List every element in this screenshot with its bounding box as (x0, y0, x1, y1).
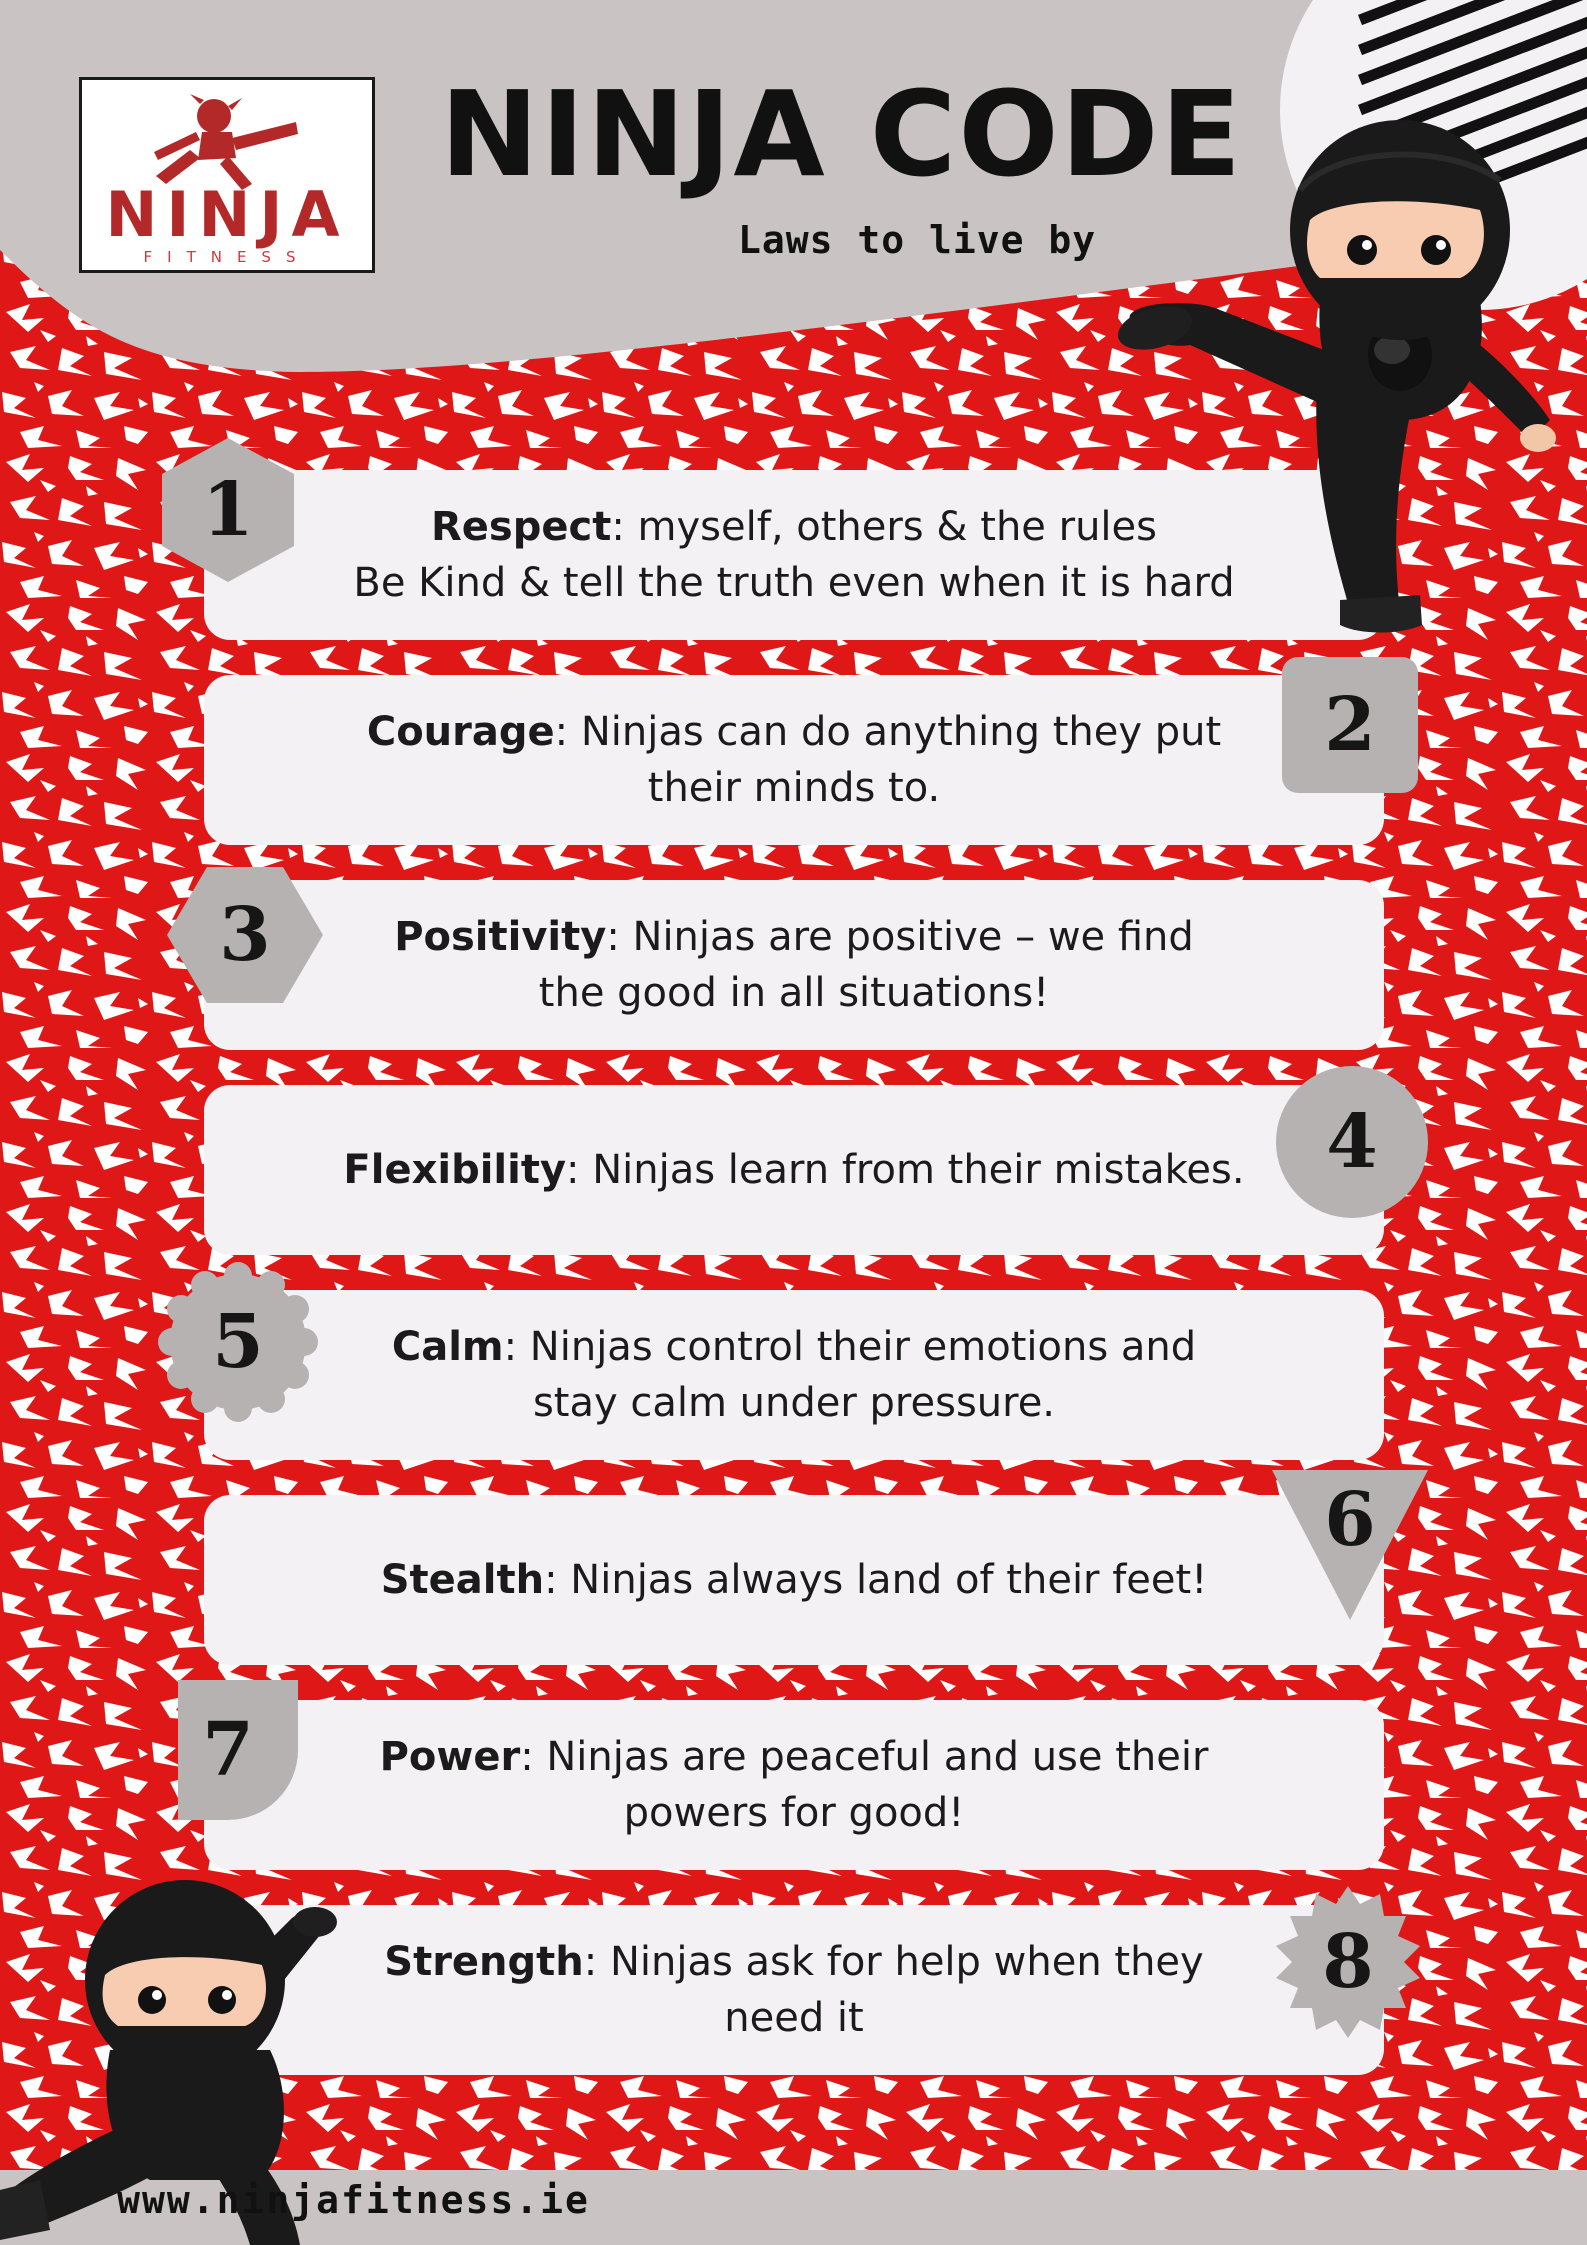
rule-number: 2 (1324, 682, 1376, 768)
rule-text (324, 1552, 1264, 1608)
rule-term: Power (379, 1734, 521, 1780)
rule-term: Courage (366, 709, 555, 755)
rule-text (364, 704, 1224, 816)
rule-description: : Ninjas are peaceful and use their powers for good! (520, 1734, 1209, 1836)
rule-badge-1 (148, 430, 308, 590)
rule-number: 6 (1324, 1477, 1376, 1563)
rule-badge-3 (165, 855, 325, 1015)
ninja-fitness-logo (79, 77, 375, 273)
page-subtitle: Laws to live by (738, 218, 1097, 262)
rule-badge-4 (1272, 1062, 1432, 1222)
rule-description: : Ninjas control their emotions and stay calm under pressure. (503, 1324, 1197, 1426)
rule-card-7 (204, 1700, 1384, 1870)
rule-card-3 (204, 880, 1384, 1050)
rule-number: 1 (202, 467, 254, 553)
rule-number: 4 (1326, 1099, 1378, 1185)
rule-description: : Ninjas always land of their feet! (544, 1557, 1208, 1603)
rule-text (324, 1142, 1264, 1198)
rule-card-4 (204, 1085, 1384, 1255)
rule-card-5 (204, 1290, 1384, 1460)
rule-description: : Ninjas can do anything they put their minds to. (554, 709, 1222, 811)
rule-badge-5 (158, 1262, 318, 1422)
rule-badge-8 (1268, 1882, 1428, 2042)
rule-card-6 (204, 1495, 1384, 1665)
rule-badge-2 (1270, 645, 1430, 805)
rule-term: Respect (431, 504, 612, 550)
rule-number: 7 (202, 1707, 254, 1793)
rule-description-line2: Be Kind & tell the truth even when it is hard (353, 560, 1235, 606)
rule-description: : myself, others & the rules (611, 504, 1157, 550)
rule-term: Calm (391, 1324, 504, 1370)
rule-number: 3 (219, 892, 271, 978)
page-title: NINJA CODE (440, 65, 1244, 203)
rule-description: : Ninjas ask for help when they need it (583, 1939, 1204, 2041)
rule-term: Positivity (394, 914, 607, 960)
rule-text (364, 909, 1224, 1021)
logo-wordmark: NINJA (105, 178, 349, 251)
rule-term: Flexibility (343, 1147, 567, 1193)
kicking-ninja-illustration (1100, 110, 1580, 650)
rule-card-2 (204, 675, 1384, 845)
rule-text (354, 1319, 1234, 1431)
rule-text (354, 1934, 1234, 2046)
rule-number: 5 (212, 1299, 264, 1385)
rule-number: 8 (1322, 1919, 1374, 2005)
logo-subtitle: FITNESS (143, 248, 311, 266)
footer-website-link[interactable]: www.ninjafitness.ie (117, 2178, 590, 2222)
rule-description: : Ninjas are positive – we find the good in all situations! (538, 914, 1194, 1016)
rule-term: Stealth (380, 1557, 545, 1603)
rule-description: : Ninjas learn from their mistakes. (566, 1147, 1245, 1193)
rule-term: Strength (384, 1939, 584, 1985)
rule-badge-7 (158, 1670, 318, 1830)
rule-text (354, 1729, 1234, 1841)
rule-badge-6 (1270, 1460, 1430, 1620)
